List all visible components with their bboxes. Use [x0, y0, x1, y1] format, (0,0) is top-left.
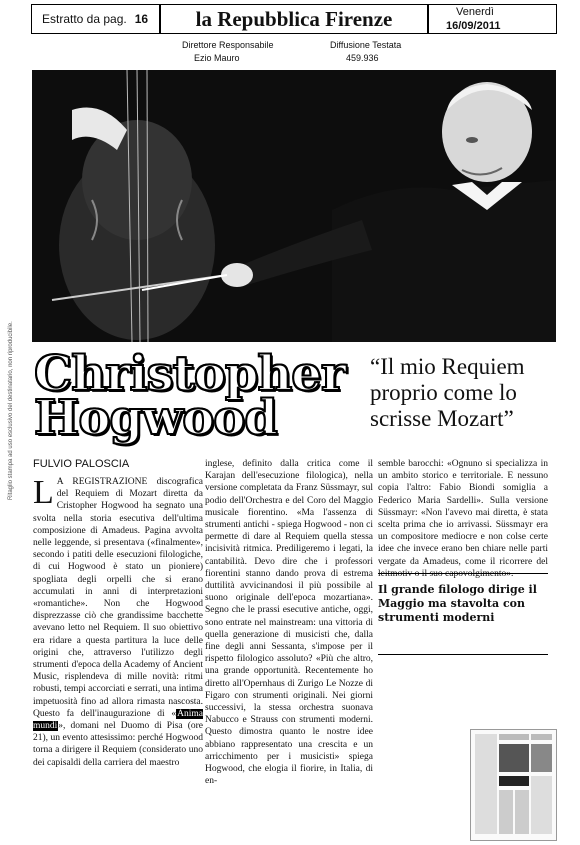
issue-date: 16/09/2011 [446, 20, 501, 32]
weekday: Venerdì [456, 6, 494, 18]
masthead: la Repubblica Firenze [195, 7, 393, 31]
article-column-2: inglese, definito dalla critica come il Karajan dell'esecuzione filologica), nella versione completata da Franz Süssmayr, sul podio dell'Orchestra e del Coro del Maggio musicale fiorentino. «Ma l'assenza di strumenti antichi - spiega Hogwood - non ci permette di dare al Requiem quella stessa incisività ritmica. Prediligeremo i legati, la cantabilità. Devo dire che i professori fiorentini stanno dando prova di estrema duttilità avvicinandosi il più possibile al suono originale dell'epoca mozartiana». Segno che le prassi esecutive antiche, oggi, sono entrate nel mainstream: una vittoria di quella generazione di musicisti che, dalla fine degli anni Sessanta, s'impose per il rispetto filologico assoluto? «Più che altro, una grande opportunità. Recentemente ho diretto all'Opernhaus di Zurigo Le Nozze di Figaro con strumenti originali. Nei giorni successivi, la stessa orchestra suonava Nabucco e Strauss con strumenti moderni. Questo dimostra quanto le nostre idee abbiano rappresentato una crescita e un arricchimento per i musicisti» spiega Hogwood, che elogia il fiorire, in Italia, di en- [205, 459, 373, 787]
title-line-2: Hogwood [34, 390, 277, 446]
conductor-photo-drawing [32, 70, 556, 342]
article-column-1 [33, 476, 203, 836]
divider-bottom [378, 654, 548, 655]
subheadline: Il grande filologo dirige il Maggio ma stavolta con strumenti moderni [378, 583, 537, 624]
circulation-label: Diffusione Testata [330, 40, 402, 50]
circulation-value: 459.936 [346, 53, 379, 63]
drop-cap: L [33, 474, 54, 511]
extract-label [42, 12, 148, 26]
conductor-photo [32, 70, 556, 342]
column-1-text-a: A REGISTRAZIONE discografica del Requiem di Mozart diretta da Cristopher Hogwood ha segnato una svolta nella storia esecutiva dell'ultima composizione di Amadeus. Pagina avvolta nelle leggende, si presentava («finalmente», secondo i patiti delle esecuzioni filologiche, di cui Hogwood è stato un pioniere) spogliata degli orpelli che si erano accumulati in anni di interpretazioni «romantiche». Non che Hogwood disprezzasse ciò che grandissime bacchette avevano letto nel Requiem. Il suo obiettivo era ridare a questa partitura la luce delle origini che, attraverso l'utilizzo degli strumenti d'epoca della Academy of Ancient Music, risplendeva di mille novità: ritmi robusti, tempi accorciati e serrati, una intima impetuosità fino ad allora rimasta nascosta. Questo fa dell'inaugurazione di « [33, 477, 203, 719]
extract-page-box [31, 4, 161, 34]
divider-top [378, 573, 548, 574]
director-name: Ezio Mauro [194, 53, 240, 63]
director-label: Direttore Responsabile [182, 40, 274, 50]
masthead-box [159, 4, 429, 34]
pull-quote: “Il mio Requiem proprio come lo scrisse Mozart” [370, 354, 525, 431]
date-box [427, 4, 557, 34]
extract-text: Estratto da pag. [42, 12, 127, 26]
page-thumbnail-drawing [471, 730, 556, 840]
article-title [34, 346, 346, 446]
article-column-3: semble barocchi: «Ognuno si specializza in un ambito storico e territoriale. E nessuno copia l'altro: Fabio Biondi somiglia a Federico Maria Sardelli». Sulla versione Süssmayr: «Non l'avevo mai diretta, è stata scelta prima che io arrivassi. Süssmayr era un compositore mediocre e non colse certe idee che invece erano ben chiare nelle parti vergate da Amadeus, come il ricorrere del [378, 459, 548, 567]
reproduction-notice: Ritaglio stampa ad uso esclusivo del destinatario, non riproducibile. [8, 321, 14, 500]
highlighted-phrase: Anima mundi [33, 708, 203, 732]
page-thumbnail [470, 729, 557, 841]
title-line-1: Christopher [34, 346, 346, 402]
page-number: 16 [134, 12, 149, 26]
byline: FULVIO PALOSCIA [33, 458, 130, 470]
column-1-text-b: », domani nel Duomo di Pisa (ore 21), un evento attesissimo: perché Hogwood torna a dirigere il Requiem (considerato uno dei capisaldi della carriera del maestro [33, 721, 203, 768]
